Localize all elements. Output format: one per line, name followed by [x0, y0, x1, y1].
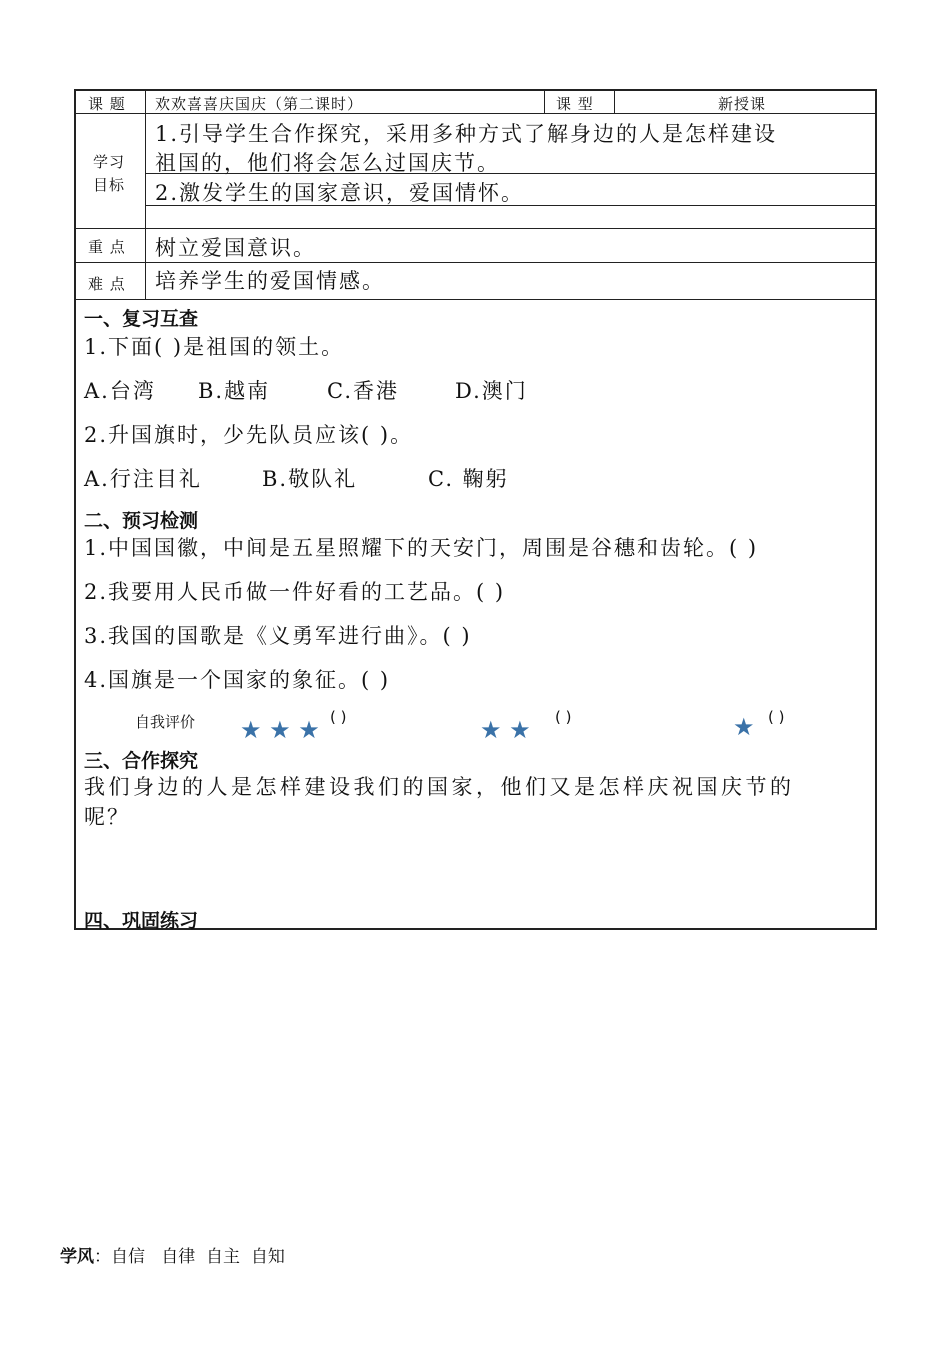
difficulty-label: 难 点 — [88, 275, 126, 293]
section3-text-b: 呢？ — [84, 805, 130, 829]
section1-title: 一、复习互查 — [84, 308, 199, 330]
q2-option-b: B.敬队礼 — [262, 467, 358, 491]
q2-text: 2.升国旗时，少先队员应该( )。 — [84, 423, 414, 447]
check-item-2: 2.我要用人民币做一件好看的工艺品。( ) — [84, 580, 506, 604]
star-icon: ★ ★ — [480, 716, 531, 744]
q1-text: 1.下面( )是祖国的领土。 — [84, 335, 345, 359]
check-item-4: 4.国旗是一个国家的象征。( ) — [84, 668, 391, 692]
q1-option-c: C.香港 — [327, 379, 399, 403]
q1-option-a: A.台湾 — [84, 379, 156, 403]
footer-label: 学风 — [60, 1247, 94, 1267]
star-icon: ★ — [733, 713, 755, 741]
star-icon: ★ ★ ★ — [240, 716, 320, 744]
footer-sep: ： — [94, 1247, 111, 1267]
difficulty-value: 培养学生的爱国情感。 — [155, 269, 385, 293]
goal-1a: 1.引导学生合作探究，采用多种方式了解身边的人是怎样建设 — [155, 122, 778, 146]
type-value: 新授课 — [718, 95, 767, 113]
check-item-3: 3.我国的国歌是《义勇军进行曲》。( ) — [84, 624, 472, 648]
section3-title: 三、合作探究 — [84, 750, 199, 772]
check-item-1: 1.中国国徽，中间是五星照耀下的天安门，周围是谷穗和齿轮。( ) — [84, 536, 759, 560]
self-eval-label: 自我评价 — [135, 713, 196, 731]
rating-blank-3: ( ) — [330, 708, 347, 726]
goals-label-1: 学习 — [93, 153, 126, 171]
q2-option-a: A.行注目礼 — [84, 467, 202, 491]
section3-text-a: 我们身边的人是怎样建设我们的国家，他们又是怎样庆祝国庆节的 — [84, 775, 795, 799]
footer-values: 自信 自律 自主 自知 — [111, 1247, 285, 1267]
key-value: 树立爱国意识。 — [155, 236, 316, 260]
key-label: 重 点 — [88, 238, 126, 256]
topic-label: 课 题 — [88, 95, 126, 113]
section2-title: 二、预习检测 — [84, 510, 199, 532]
topic-value: 欢欢喜喜庆国庆（第二课时） — [155, 95, 364, 113]
type-label: 课 型 — [556, 95, 594, 113]
q1-option-d: D.澳门 — [455, 379, 528, 403]
rating-blank-2: ( ) — [555, 708, 572, 726]
q1-option-b: B.越南 — [198, 379, 271, 403]
q2-option-c: C. 鞠躬 — [428, 467, 509, 491]
goals-label-2: 目标 — [93, 176, 126, 194]
rating-blank-1: ( ) — [768, 708, 785, 726]
goal-1b: 祖国的，他们将会怎么过国庆节。 — [155, 151, 500, 175]
section4-title: 四、巩固练习 — [84, 910, 199, 932]
footer-motto — [60, 1242, 285, 1267]
goal-2: 2.激发学生的国家意识，爱国情怀。 — [155, 181, 525, 205]
